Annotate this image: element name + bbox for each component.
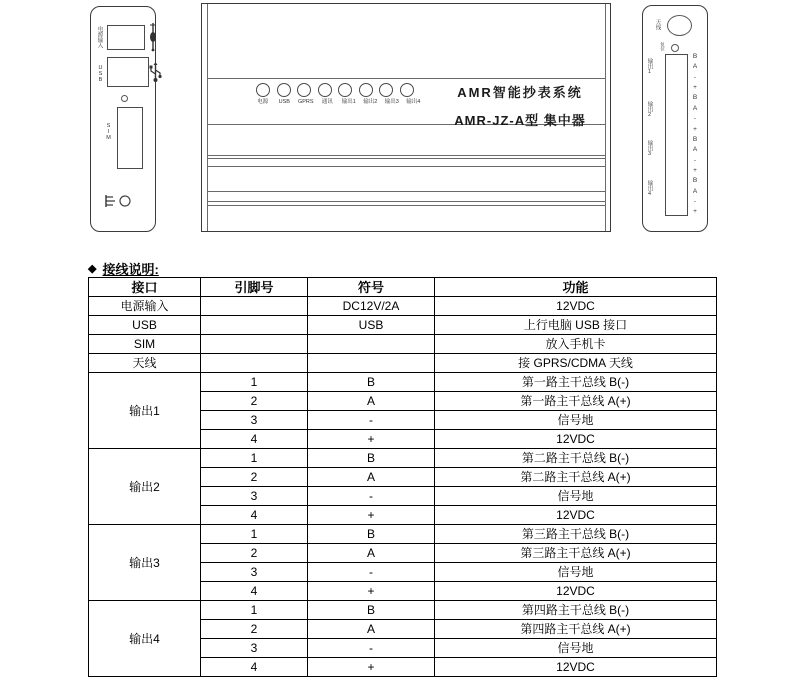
cell-pin: 3 — [201, 411, 308, 430]
front-divider — [207, 166, 606, 167]
terminal-pin-label: - — [693, 73, 697, 81]
terminal-pin-label: - — [693, 198, 697, 206]
antenna-connector — [667, 15, 692, 36]
cell-pin: 4 — [201, 658, 308, 677]
cell-pin: 1 — [201, 373, 308, 392]
output2-label: 输出2 — [646, 101, 653, 118]
led-7 — [379, 83, 393, 97]
led-label: USB — [278, 99, 290, 105]
table-header-row — [89, 278, 717, 297]
cell-function: 12VDC — [435, 297, 717, 316]
cell-function: 第三路主干总线 A(+) — [435, 544, 717, 563]
cell-pin: 2 — [201, 392, 308, 411]
cell-function: 放入手机卡 — [435, 335, 717, 354]
terminal-pin-label: - — [693, 156, 697, 164]
cell-pin: 1 — [201, 449, 308, 468]
terminal-pin-label: A — [692, 146, 698, 154]
cell-symbol: A — [308, 620, 435, 639]
front-divider — [207, 78, 606, 79]
terminal-pin-labels — [691, 54, 699, 216]
product-title — [434, 82, 606, 129]
cell-function: 信号地 — [435, 639, 717, 658]
table-row — [89, 525, 717, 544]
cell-symbol: A — [308, 392, 435, 411]
front-left-margin-line — [207, 4, 208, 231]
cell-pin: 2 — [201, 544, 308, 563]
usb-port — [107, 57, 149, 87]
cell-function: 12VDC — [435, 430, 717, 449]
cell-symbol: + — [308, 506, 435, 525]
sim-slot-label: SIM — [105, 123, 112, 141]
front-divider — [207, 205, 606, 206]
cell-function: 第一路主干总线 B(-) — [435, 373, 717, 392]
wiring-heading-text: 接线说明: — [102, 262, 159, 277]
led-5 — [338, 83, 352, 97]
led-2 — [277, 83, 291, 97]
header-interface: 接口 — [89, 278, 201, 297]
header-function: 功能 — [435, 278, 717, 297]
right-side-panel — [642, 5, 708, 232]
table-row — [89, 354, 717, 373]
led-row — [256, 83, 414, 97]
led-label: 输出4 — [406, 99, 421, 105]
cell-pin: 2 — [201, 468, 308, 487]
cell-symbol: - — [308, 487, 435, 506]
cell-pin: 4 — [201, 506, 308, 525]
front-divider — [207, 155, 606, 156]
cell-interface-group: 输出4 — [89, 601, 201, 677]
left-side-panel — [90, 6, 156, 232]
cell-interface: 电源输入 — [89, 297, 201, 316]
cell-symbol: + — [308, 430, 435, 449]
led-3 — [297, 83, 311, 97]
cell-function: 第四路主干总线 A(+) — [435, 620, 717, 639]
cell-pin: 4 — [201, 430, 308, 449]
led-6 — [359, 83, 373, 97]
front-divider — [207, 191, 606, 192]
cell-symbol: USB — [308, 316, 435, 335]
output3-label: 输出3 — [646, 140, 653, 157]
output4-label: 输出4 — [646, 180, 653, 197]
led-4 — [318, 83, 332, 97]
wiring-table-body — [89, 297, 717, 677]
led-label: 通讯 — [321, 99, 333, 105]
cell-pin — [201, 316, 308, 335]
cell-function: 12VDC — [435, 582, 717, 601]
reset-button — [671, 44, 679, 52]
terminal-pin-label: + — [693, 166, 697, 174]
cell-function: 第一路主干总线 A(+) — [435, 392, 717, 411]
led-label: 电源 — [257, 99, 269, 105]
cell-symbol: + — [308, 658, 435, 677]
cell-pin: 2 — [201, 620, 308, 639]
connector-icon — [103, 193, 139, 209]
reset-button-label: 复位 — [660, 42, 666, 51]
product-name: AMR智能抄表系统 — [457, 85, 583, 100]
cell-symbol: B — [308, 449, 435, 468]
terminal-pin-label: A — [692, 63, 698, 71]
cell-interface-group: 输出2 — [89, 449, 201, 525]
diamond-bullet-icon: ◆ — [88, 263, 97, 275]
cell-pin: 4 — [201, 582, 308, 601]
cell-function: 第二路主干总线 A(+) — [435, 468, 717, 487]
terminal-pin-label: A — [692, 187, 698, 195]
cell-function: 信号地 — [435, 487, 717, 506]
terminal-pin-label: B — [692, 94, 698, 102]
cell-symbol — [308, 354, 435, 373]
terminal-pin-label: + — [693, 208, 697, 216]
cell-symbol: + — [308, 582, 435, 601]
wiring-table-head — [89, 278, 717, 297]
wiring-section-heading — [88, 259, 159, 278]
terminal-pin-label: + — [693, 125, 697, 133]
cell-pin — [201, 335, 308, 354]
header-symbol: 符号 — [308, 278, 435, 297]
cell-interface-group: 输出3 — [89, 525, 201, 601]
sim-slot — [117, 107, 143, 169]
output-terminal-block — [665, 54, 688, 216]
led-label: GPRS — [297, 99, 314, 105]
front-panel — [201, 3, 611, 232]
usb-icon — [148, 61, 163, 83]
led-label: 输出1 — [341, 99, 356, 105]
power-port-label: 电源输入 — [96, 26, 103, 48]
cell-symbol: B — [308, 601, 435, 620]
wiring-table — [88, 277, 717, 677]
cell-interface: USB — [89, 316, 201, 335]
cell-interface: SIM — [89, 335, 201, 354]
led-labels — [252, 100, 424, 106]
output1-label: 输出1 — [646, 58, 653, 75]
table-row — [89, 297, 717, 316]
cell-pin: 3 — [201, 563, 308, 582]
usb-port-label: USB — [97, 65, 104, 83]
terminal-pin-label: B — [692, 177, 698, 185]
cell-interface-group: 输出1 — [89, 373, 201, 449]
cell-symbol: - — [308, 639, 435, 658]
cell-symbol: B — [308, 373, 435, 392]
table-row — [89, 601, 717, 620]
terminal-pin-label: B — [692, 135, 698, 143]
cell-function: 12VDC — [435, 658, 717, 677]
cell-pin: 3 — [201, 639, 308, 658]
cell-function: 信号地 — [435, 563, 717, 582]
cell-symbol: DC12V/2A — [308, 297, 435, 316]
cell-interface: 天线 — [89, 354, 201, 373]
cell-pin: 1 — [201, 601, 308, 620]
cell-pin: 3 — [201, 487, 308, 506]
cell-symbol — [308, 335, 435, 354]
terminal-pin-label: + — [693, 84, 697, 92]
cell-function: 第三路主干总线 B(-) — [435, 525, 717, 544]
cell-function: 信号地 — [435, 411, 717, 430]
terminal-pin-label: - — [693, 115, 697, 123]
cell-function: 上行电脑 USB 接口 — [435, 316, 717, 335]
led-8 — [400, 83, 414, 97]
cell-function: 12VDC — [435, 506, 717, 525]
cell-function: 第四路主干总线 B(-) — [435, 601, 717, 620]
table-row — [89, 373, 717, 392]
cell-function: 第二路主干总线 B(-) — [435, 449, 717, 468]
cell-pin — [201, 297, 308, 316]
cell-pin: 1 — [201, 525, 308, 544]
dc-plug-icon — [146, 21, 160, 53]
terminal-pin-label: A — [692, 104, 698, 112]
cell-symbol: B — [308, 525, 435, 544]
cell-function: 接 GPRS/CDMA 天线 — [435, 354, 717, 373]
front-divider — [207, 201, 606, 202]
led-label: 输出2 — [363, 99, 378, 105]
power-jack-port — [107, 25, 145, 50]
led-1 — [256, 83, 270, 97]
cell-symbol: A — [308, 468, 435, 487]
cell-symbol: - — [308, 563, 435, 582]
table-row — [89, 449, 717, 468]
product-model: AMR-JZ-A型 集中器 — [454, 113, 586, 128]
terminal-pin-label: B — [692, 53, 698, 60]
cell-pin — [201, 354, 308, 373]
front-divider — [207, 158, 606, 159]
led-label: 输出3 — [384, 99, 399, 105]
cell-symbol: A — [308, 544, 435, 563]
table-row — [89, 316, 717, 335]
indicator-hole — [121, 95, 128, 102]
header-pin: 引脚号 — [201, 278, 308, 297]
table-row — [89, 335, 717, 354]
cell-symbol: - — [308, 411, 435, 430]
antenna-connector-label: 天线 — [654, 19, 661, 30]
